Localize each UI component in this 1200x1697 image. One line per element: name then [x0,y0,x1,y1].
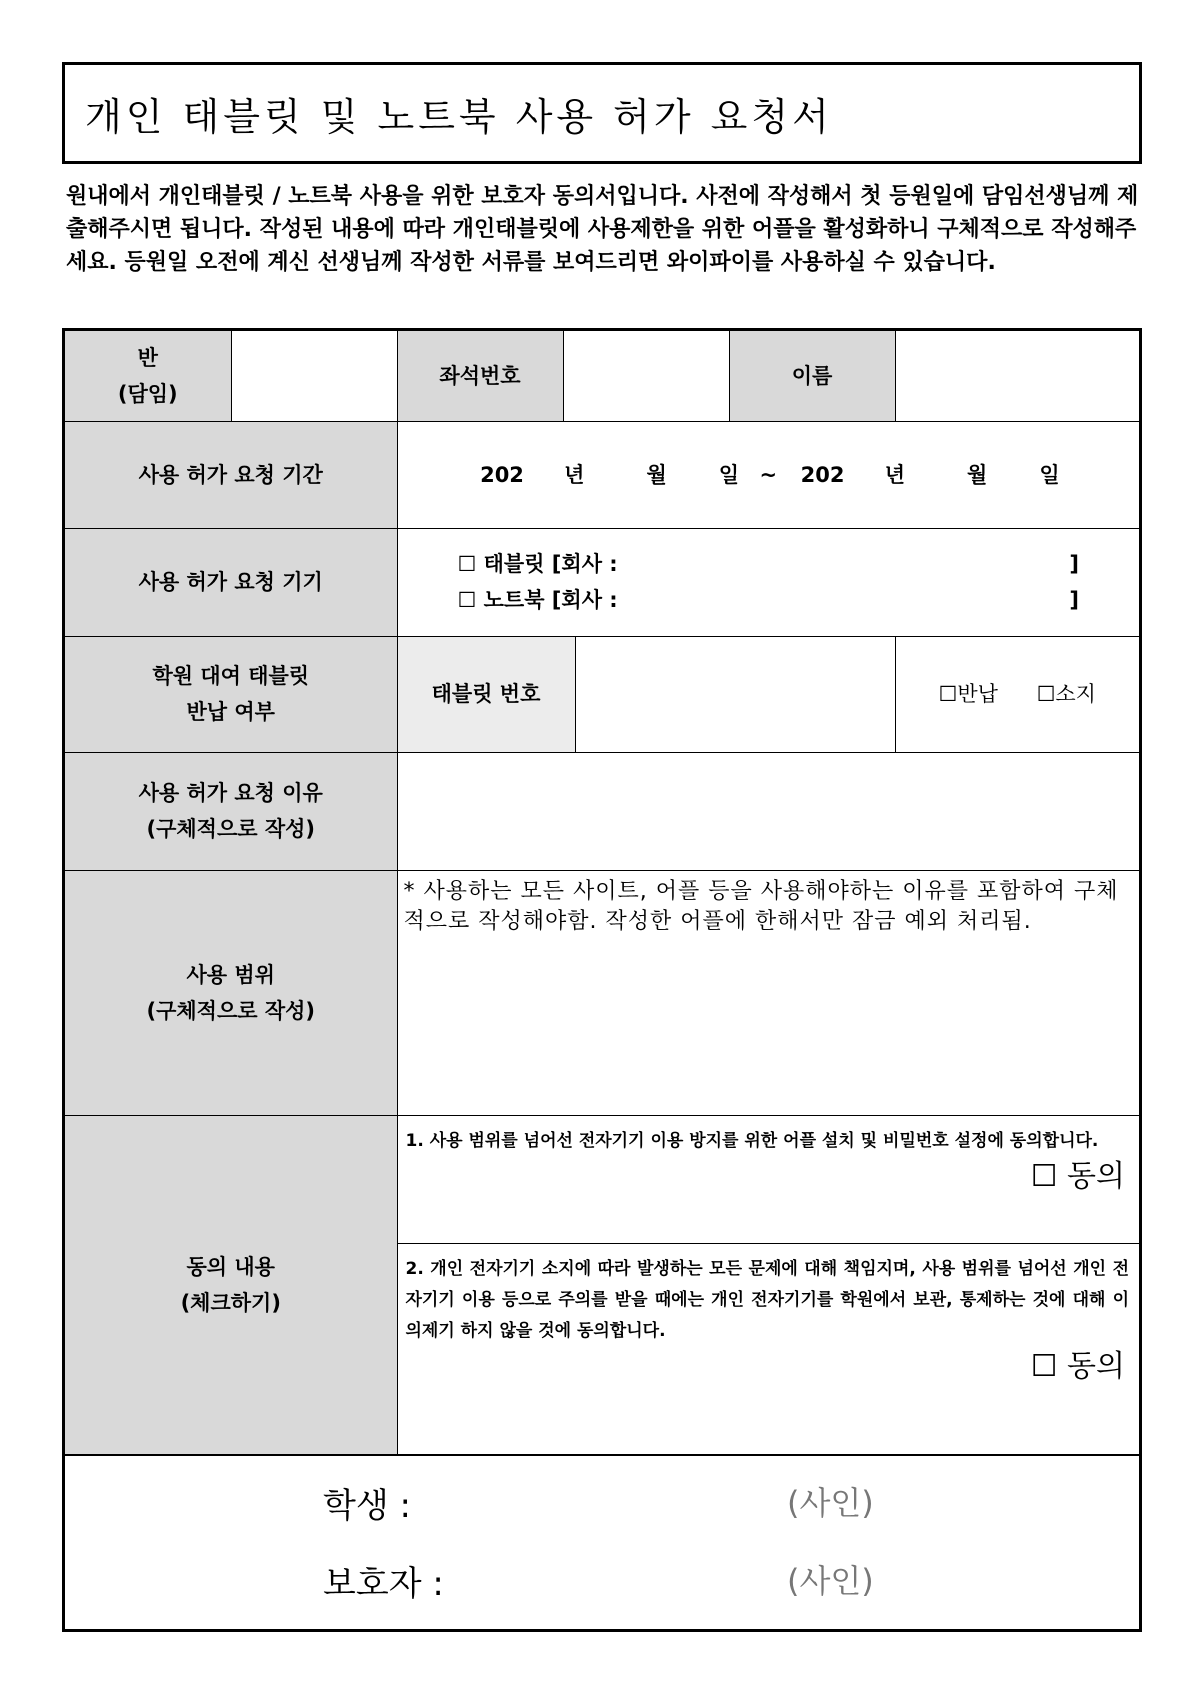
tablet-number-input[interactable] [575,636,895,752]
row-scope [65,870,1139,1115]
row-period [65,421,1139,528]
reason-label-cell [65,752,397,870]
scope-label-line-2: (구체적으로 작성) [146,998,315,1023]
rental-returned-checkbox[interactable]: ☐반납 [938,682,998,706]
form-table [65,331,1139,1455]
tablet-number-label: 태블릿 번호 [397,636,575,752]
guardian-sign-field[interactable]: (사인) [787,1561,874,1600]
scope-label-cell [65,870,397,1115]
row-student-info [65,331,1139,421]
period-year-end: 202 [800,462,845,487]
request-form [62,328,1142,1632]
period-nyeon-start: 년 [564,462,585,487]
device-laptop-option[interactable]: ☐ 노트북 [회사 : [457,588,618,612]
period-tilde: ~ [759,462,778,487]
agree-item-1-text: 1. 사용 범위를 넘어선 전자기기 이용 방지를 위한 어플 설치 및 비밀번호 설정에 동의합니다. [405,1130,1099,1151]
agree-label-line-1: 동의 내용 [186,1254,275,1279]
homeroom-label: (담임) [117,381,178,406]
row-reason [65,752,1139,870]
student-sign-label: 학생 : [323,1485,411,1526]
device-tablet-option[interactable]: ☐ 태블릿 [회사 : [457,552,618,576]
reason-input[interactable] [397,752,1139,870]
rental-label-cell [65,636,397,752]
agree-item-1 [398,1116,1140,1244]
period-nyeon-end: 년 [884,462,906,487]
student-sign-field[interactable]: (사인) [787,1483,874,1522]
scope-note: * 사용하는 모든 사이트, 어플 등을 사용해야하는 이유를 포함하여 구체적으로 작성해야함. 작성한 어플에 한해서만 잠금 예외 처리됨. [403,878,1119,934]
reason-label-line-1: 사용 허가 요청 이유 [138,781,323,805]
rental-kept-checkbox[interactable]: ☐소지 [1036,682,1096,706]
name-input[interactable] [895,331,1139,421]
period-year-start: 202 [480,462,524,487]
rental-label-line-1: 학원 대여 태블릿 [152,664,310,688]
document-title: 개인 태블릿 및 노트북 사용 허가 요청서 [62,62,1142,164]
reason-label-line-2: (구체적으로 작성) [146,817,315,841]
row-device [65,528,1139,636]
class-input[interactable] [231,331,397,421]
signature-section [65,1455,1139,1628]
intro-text: 원내에서 개인태블릿 / 노트북 사용을 위한 보호자 동의서입니다. 사전에 작성해서 첫 등원일에 담임선생님께 제출해주시면 됩니다. 작성된 내용에 따라 개인태블릿에 사용제한을 위한 어플을 활성화하니 구체적으로 작성해주세요. 등원일 오전에 계신 선생님께 작성한 서류를 보여드리면 와이파이를 사용하실 수 있습니다. [66,184,1139,275]
rental-status-options [895,636,1139,752]
agree-label-cell [65,1115,397,1454]
class-label: 반 [137,345,158,370]
device-laptop-close: ] [1069,588,1079,612]
row-rental [65,636,1139,752]
device-tablet-line[interactable] [458,546,1140,582]
agree-content [397,1115,1139,1454]
period-il-start: 일 [718,462,740,487]
period-wol-end: 월 [967,462,988,487]
agree-label-line-2: (체크하기) [180,1290,281,1315]
name-label: 이름 [729,331,895,421]
class-label-cell [65,331,231,421]
seat-input[interactable] [563,331,729,421]
guardian-sign-label: 보호자 : [323,1563,444,1604]
period-input[interactable] [397,421,1139,528]
scope-input[interactable] [397,870,1139,1115]
agree-item-2-checkbox[interactable]: ☐ 동의 [1030,1348,1125,1384]
device-laptop-line[interactable] [458,582,1140,618]
period-label: 사용 허가 요청 기간 [65,421,397,528]
row-agreement [65,1115,1139,1454]
agree-item-2 [398,1244,1140,1454]
rental-label-line-2: 반납 여부 [186,700,275,724]
period-wol-start: 월 [646,462,667,487]
seat-label: 좌석번호 [397,331,563,421]
device-label: 사용 허가 요청 기기 [65,528,397,636]
period-il-end: 일 [1039,462,1060,487]
device-options [397,528,1139,636]
device-tablet-close: ] [1069,552,1079,576]
agree-item-2-text: 2. 개인 전자기기 소지에 따라 발생하는 모든 문제에 대해 책임지며, 사용 범위를 넘어선 개인 전자기기 이용 등으로 주의를 받을 때에는 개인 전자기기를 학원에서 보관, 통제하는 것에 대해 이의제기 하지 않을 것에 동의합니다. [405,1258,1129,1341]
scope-label-line-1: 사용 범위 [186,962,275,987]
agree-item-1-checkbox[interactable]: ☐ 동의 [1030,1158,1125,1194]
